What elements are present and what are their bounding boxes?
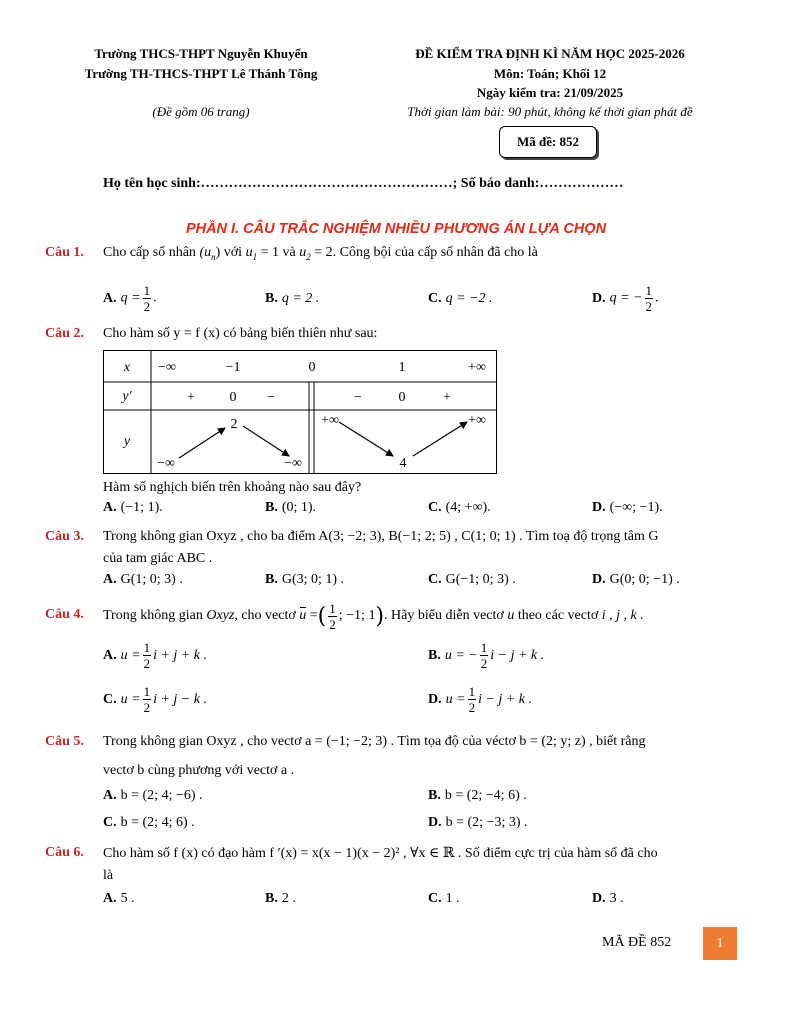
q4-option-b[interactable]: B. u = − $\frac{1}{2}$ i − j + k .: [428, 640, 545, 671]
q3-option-d[interactable]: D. G(0; 0; −1) .: [592, 572, 680, 587]
part-title: PHẦN I. CÂU TRẮC NGHIỆM NHIỀU PHƯƠNG ÁN LỰA CHỌN: [185, 221, 607, 237]
y-value: −∞: [157, 456, 175, 471]
question-5-text-2: vectơ b cùng phương với vectơ a .: [103, 763, 295, 778]
q1-option-b[interactable]: B. q = 2 .: [265, 291, 320, 306]
y-value: +∞: [321, 413, 339, 428]
exam-duration: Thời gian làm bài: 90 phút, không kể thời gian phát đề: [407, 104, 693, 119]
arrow-increase: [413, 422, 467, 456]
derivative-sign: 0: [229, 390, 237, 405]
question-6-text-2: là: [103, 868, 114, 883]
y-value: +∞: [468, 413, 486, 428]
row-label-y: y: [123, 434, 131, 449]
arrow-increase: [179, 428, 225, 458]
x-value: +∞: [468, 360, 486, 375]
question-1-label: Câu 1.: [45, 245, 84, 260]
y-value: −∞: [284, 456, 302, 471]
q3-option-c[interactable]: C. G(−1; 0; 3) .: [428, 572, 516, 587]
exam-date: Ngày kiểm tra: 21/09/2025: [476, 85, 624, 100]
q6-option-d[interactable]: D. 3 .: [592, 891, 624, 906]
question-6-text-1: Cho hàm số f (x) có đạo hàm f ′(x) = x(x − 1)(x − 2)² , ∀x ∈ ℝ . Số điểm cực trị của hàm số đã cho: [103, 846, 658, 861]
question-2-text: Cho hàm số y = f (x) có bảng biến thiên như sau:: [103, 326, 378, 341]
question-4-text: Trong không gian Oxyz , cho vectơ u = ( $\frac{1}{2}$ ; −1; 1 ) . Hãy biểu diễn vectơ u theo các vectơ i , j , k .: [103, 600, 644, 632]
question-5-label: Câu 5.: [45, 734, 84, 749]
variation-table: [103, 350, 497, 474]
x-value: 0: [308, 360, 316, 375]
q5-option-c[interactable]: C. b = (2; 4; 6) .: [103, 815, 195, 830]
question-2-label: Câu 2.: [45, 326, 84, 341]
footer-exam-code: MÃ ĐỀ 852: [602, 935, 672, 950]
q6-option-a[interactable]: A. 5 .: [103, 891, 135, 906]
q6-option-c[interactable]: C. 1 .: [428, 891, 460, 906]
q2-option-c[interactable]: C. (4; +∞).: [428, 500, 491, 515]
y-value: 4: [399, 456, 407, 471]
q4-option-a[interactable]: A. u = $\frac{1}{2}$ i + j + k .: [103, 640, 207, 671]
x-value: −1: [225, 360, 241, 375]
derivative-sign: +: [187, 390, 195, 405]
question-3-label: Câu 3.: [45, 529, 84, 544]
row-label-x: x: [123, 360, 131, 375]
q6-option-b[interactable]: B. 2 .: [265, 891, 296, 906]
question-5-text-1: Trong không gian Oxyz , cho vectơ a = (−1; −2; 3) . Tìm tọa độ của véctơ b = (2; y; z) , biết rằng: [103, 734, 646, 749]
q5-option-d[interactable]: D. b = (2; −3; 3) .: [428, 815, 528, 830]
question-3-text-2: của tam giác ABC .: [103, 551, 213, 566]
q4-option-c[interactable]: C. u = $\frac{1}{2}$ i + j − k .: [103, 684, 207, 715]
arrow-decrease: [339, 422, 393, 456]
school-name-1: Trường THCS-THPT Nguyễn Khuyến: [94, 46, 308, 61]
page-number-badge: 1: [703, 927, 737, 960]
q2-option-a[interactable]: A. (−1; 1).: [103, 500, 163, 515]
q1-option-a[interactable]: A. q = $\frac{1}{2}$ .: [103, 283, 157, 314]
question-4-label: Câu 4.: [45, 607, 84, 622]
derivative-sign: −: [267, 390, 275, 405]
derivative-sign: +: [443, 390, 451, 405]
arrow-decrease: [243, 426, 289, 456]
row-label-dy: y′: [122, 389, 132, 404]
q5-option-b[interactable]: B. b = (2; −4; 6) .: [428, 788, 527, 803]
q1-option-d[interactable]: D. q = − $\frac{1}{2}$ .: [592, 283, 659, 314]
derivative-sign: 0: [398, 390, 406, 405]
question-1-text: Cho cấp số nhân $(u_n)$ với $u_1 = 1$ và $u_2 = 2$. Công bội của cấp số nhân đã cho là: [103, 245, 538, 262]
q5-option-a[interactable]: A. b = (2; 4; −6) .: [103, 788, 203, 803]
q2-option-b[interactable]: B. (0; 1).: [265, 500, 317, 515]
q1-option-c[interactable]: C. q = −2 .: [428, 291, 493, 306]
school-name-2: Trường TH-THCS-THPT Lê Thánh Tông: [84, 66, 318, 81]
question-2-prompt: Hàm số nghịch biến trên khoảng nào sau đây?: [103, 480, 362, 495]
y-value: 2: [230, 417, 238, 432]
x-value: −∞: [158, 360, 176, 375]
question-6-label: Câu 6.: [45, 845, 84, 860]
q3-option-b[interactable]: B. G(3; 0; 1) .: [265, 572, 345, 587]
q3-option-a[interactable]: A. G(1; 0; 3) .: [103, 572, 183, 587]
exam-subject: Môn: Toán; Khối 12: [493, 66, 607, 81]
q4-option-d[interactable]: D. u = $\frac{1}{2}$ i − j + k .: [428, 684, 532, 715]
q2-option-d[interactable]: D. (−∞; −1).: [592, 500, 663, 515]
question-3-text-1: Trong không gian Oxyz , cho ba điểm A(3; −2; 3), B(−1; 2; 5) , C(1; 0; 1) . Tìm toạ độ trọng tâm G: [103, 529, 659, 544]
student-info-line: Họ tên học sinh:………………………………………………; Số báo danh:………………: [103, 176, 624, 191]
pages-note: (Đề gồm 06 trang): [152, 104, 250, 119]
exam-title: ĐỀ KIỂM TRA ĐỊNH KÌ NĂM HỌC 2025-2026: [415, 46, 685, 61]
derivative-sign: −: [354, 390, 362, 405]
x-value: 1: [398, 360, 406, 375]
exam-code-box: Mã đề: 852: [499, 126, 597, 158]
